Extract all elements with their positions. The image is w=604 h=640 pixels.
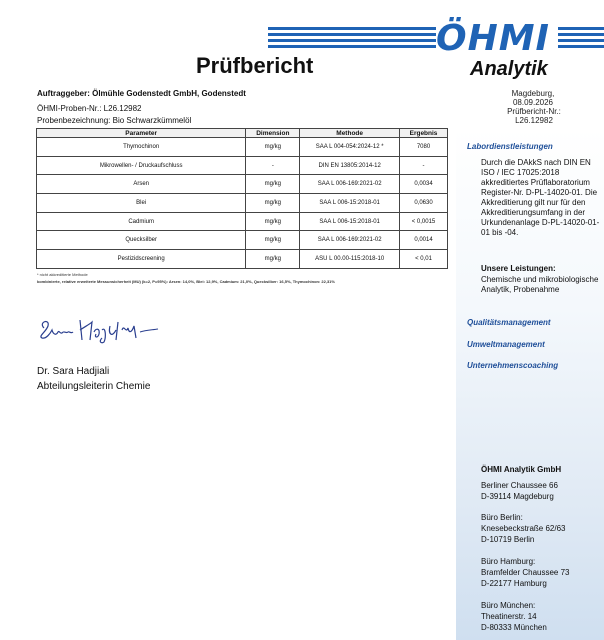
- cell-parameter: Thymochinon: [37, 138, 246, 157]
- cell-method: SAA L 006-169:2021-02: [300, 231, 400, 250]
- footnote-uncertainty: kombinierte, relative erweiterte Messunsicherheit (MU) (k=2, P=95%): Arsen: 14,0%, Blei: 12,9%, Cadmium: 21,0%, Quecksilber: 16,5%, Thymochinon: 22,31%: [37, 279, 335, 284]
- office-hamburg-city: D-22177 Hamburg: [481, 579, 547, 588]
- office-munich-heading: Büro München:: [481, 601, 536, 610]
- sample-number: ÖHMI-Proben-Nr.: L26.12982: [37, 104, 142, 113]
- cell-result: < 0,0015: [400, 212, 448, 231]
- office-berlin-city: D-10719 Berlin: [481, 535, 535, 544]
- cell-method: SAA L 006-15:2018-01: [300, 212, 400, 231]
- address-line-2: D-39114 Magdeburg: [481, 492, 554, 501]
- company-name: ÖHMI Analytik GmbH: [481, 465, 562, 474]
- column-header: Dimension: [246, 129, 300, 138]
- cell-result: < 0,01: [400, 250, 448, 269]
- cell-method: SAA L 006-15:2018-01: [300, 194, 400, 213]
- cell-result: 0,0014: [400, 231, 448, 250]
- cell-dimension: mg/kg: [246, 138, 300, 157]
- address-line-1: Berliner Chaussee 66: [481, 481, 558, 490]
- services-text: Chemische und mikrobiologische Analytik, Probenahme: [481, 275, 599, 294]
- table-row: [37, 212, 448, 231]
- column-header: Ergebnis: [400, 129, 448, 138]
- cell-parameter: Cadmium: [37, 212, 246, 231]
- table-row: [37, 194, 448, 213]
- heading-coaching: Unternehmenscoaching: [467, 361, 559, 370]
- report-no: L26.12982: [515, 116, 553, 125]
- page-title: Prüfbericht: [196, 53, 314, 78]
- cell-dimension: mg/kg: [246, 175, 300, 194]
- cell-dimension: mg/kg: [246, 212, 300, 231]
- accreditation-text: Durch die DAkkS nach DIN EN ISO / IEC 17025:2018 akkreditiertes Prüflaboratorium Register-Nr. D-PL-14020-01. Die Akkreditierung gilt nur für den Akkreditierungsumfang in der Urkundenanlage D-PL-14020-01-01 bis -04.: [481, 158, 600, 237]
- cell-parameter: Arsen: [37, 175, 246, 194]
- office-berlin-street: Knesebeckstraße 62/63: [481, 524, 566, 533]
- heading-lab-services: Labordienstleistungen: [467, 142, 553, 151]
- logo-subtitle: Analytik: [470, 58, 548, 80]
- cell-parameter: Pestizidscreening: [37, 250, 246, 269]
- signer-role: Abteilungsleiterin Chemie: [37, 381, 151, 392]
- office-hamburg-heading: Büro Hamburg:: [481, 557, 536, 566]
- client-line: Auftraggeber: Ölmühle Godenstedt GmbH, Godenstedt: [37, 89, 246, 98]
- cell-dimension: -: [246, 156, 300, 175]
- heading-quality-management: Qualitätsmanagement: [467, 318, 551, 327]
- office-munich-city: D-80333 München: [481, 623, 547, 632]
- office-berlin-heading: Büro Berlin:: [481, 513, 523, 522]
- signature-image: [36, 312, 196, 346]
- logo-brand: ÖHMI: [436, 18, 550, 59]
- cell-method: SAA L 004-054:2024-12 *: [300, 138, 400, 157]
- cell-dimension: mg/kg: [246, 194, 300, 213]
- column-header: Methode: [300, 129, 400, 138]
- table-header-row: [37, 129, 448, 138]
- footnote-accreditation: * nicht akkreditierte Methode: [37, 272, 88, 277]
- cell-parameter: Quecksilber: [37, 231, 246, 250]
- cell-method: ASU L 00.00-115:2018-10: [300, 250, 400, 269]
- cell-result: 0,0630: [400, 194, 448, 213]
- office-munich-street: Theatinerstr. 14: [481, 612, 537, 621]
- heading-environment-management: Umweltmanagement: [467, 340, 545, 349]
- sample-name: Probenbezeichnung: Bio Schwarzkümmelöl: [37, 116, 192, 125]
- results-table: [36, 128, 448, 269]
- table-row: [37, 250, 448, 269]
- office-hamburg-street: Bramfelder Chaussee 73: [481, 568, 570, 577]
- table-row: [37, 231, 448, 250]
- cell-result: -: [400, 156, 448, 175]
- place-date: Magdeburg, 08.09.2026: [511, 89, 555, 107]
- cell-dimension: mg/kg: [246, 250, 300, 269]
- cell-parameter: Blei: [37, 194, 246, 213]
- table-row: [37, 138, 448, 157]
- cell-method: DIN EN 13805:2014-12: [300, 156, 400, 175]
- table-row: [37, 175, 448, 194]
- table-row: [37, 156, 448, 175]
- cell-parameter: Mikrowellen- / Druckaufschluss: [37, 156, 246, 175]
- signer-name: Dr. Sara Hadjiali: [37, 366, 110, 377]
- cell-result: 7080: [400, 138, 448, 157]
- cell-dimension: mg/kg: [246, 231, 300, 250]
- services-heading: Unsere Leistungen:: [481, 264, 556, 273]
- report-no-label: Prüfbericht-Nr.:: [507, 107, 561, 116]
- cell-method: SAA L 006-169:2021-02: [300, 175, 400, 194]
- column-header: Parameter: [37, 129, 246, 138]
- cell-result: 0,0034: [400, 175, 448, 194]
